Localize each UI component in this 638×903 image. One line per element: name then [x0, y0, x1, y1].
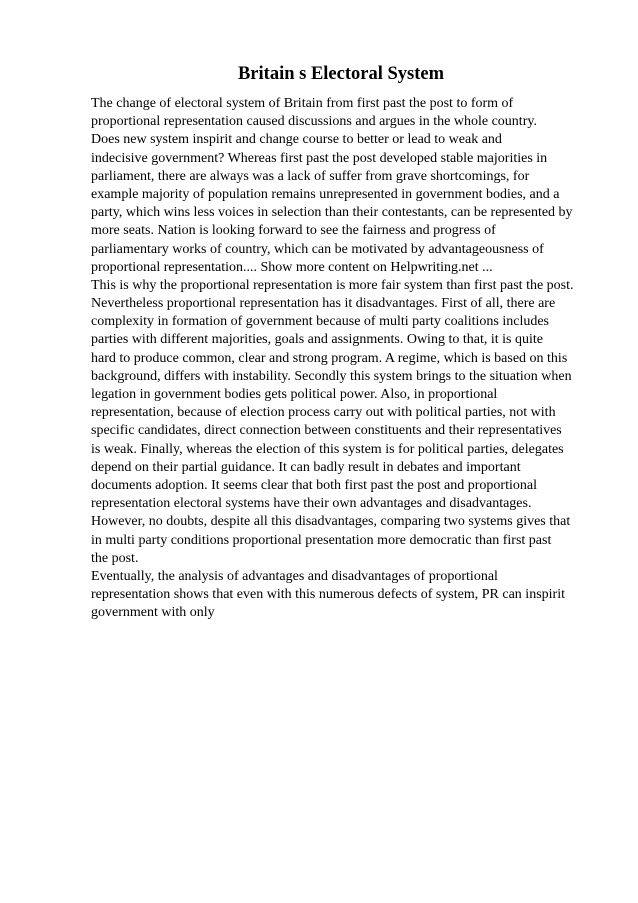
body-line: background, differs with instability. Secondly this system brings to the situation when: [91, 368, 572, 384]
body-line: the post.: [91, 550, 139, 566]
body-line: government with only: [91, 605, 215, 621]
body-line: This is why the proportional representation is more fair system than first past the post.: [91, 277, 574, 293]
body-line: proportional representation caused discussions and argues in the whole country.: [91, 114, 537, 130]
body-line: parties with different majorities, goals and assignments. Owing to that, it is quite: [91, 332, 543, 348]
body-line: more seats. Nation is looking forward to see the fairness and progress of: [91, 223, 496, 239]
body-line: indecisive government? Whereas first past the post developed stable majorities in: [91, 150, 548, 166]
body-line: parliament, there are always was a lack of suffer from grave shortcomings, for: [91, 168, 530, 184]
body-line: representation, because of election process carry out with political parties, not with: [91, 405, 556, 421]
body-line: representation electoral systems have their own advantages and disadvantages.: [91, 496, 532, 512]
body-line: depend on their partial guidance. It can badly result in debates and important: [91, 459, 521, 475]
body-line: complexity in formation of government because of multi party coalitions includes: [91, 314, 549, 330]
body-line: documents adoption. It seems clear that both first past the post and proportional: [91, 477, 537, 493]
body-line: is weak. Finally, whereas the election of this system is for political parties, delegates: [91, 441, 564, 457]
body-line: parliamentary works of country, which can be motivated by advantageousness of: [91, 241, 544, 257]
body-line: hard to produce common, clear and strong program. A regime, which is based on this: [91, 350, 568, 366]
body-line: specific candidates, direct connection between constituents and their representatives: [91, 423, 562, 439]
body-line: Eventually, the analysis of advantages and disadvantages of proportional: [91, 568, 498, 584]
document-body: [91, 95, 591, 622]
body-line: example majority of population remains unrepresented in government bodies, and a: [91, 186, 560, 202]
body-line: However, no doubts, despite all this disadvantages, comparing two systems gives that: [91, 514, 571, 530]
document-title: Britain s Electoral System: [237, 64, 445, 84]
body-line: Does new system inspirit and change course to better or lead to weak and: [91, 132, 502, 148]
body-line: Nevertheless proportional representation has it disadvantages. First of all, there are: [91, 296, 556, 312]
body-line: proportional representation.... Show more content on Helpwriting.net ...: [91, 259, 493, 275]
body-line: party, which wins less voices in selection than their contestants, can be represented by: [91, 205, 573, 221]
body-line: legation in government bodies gets political power. Also, in proportional: [91, 387, 498, 402]
body-line: representation shows that even with this numerous defects of system, PR can inspirit: [91, 587, 565, 603]
body-line: The change of electoral system of Britain from first past the post to form of: [91, 96, 514, 111]
body-line: in multi party conditions proportional presentation more democratic than first past: [91, 532, 552, 548]
